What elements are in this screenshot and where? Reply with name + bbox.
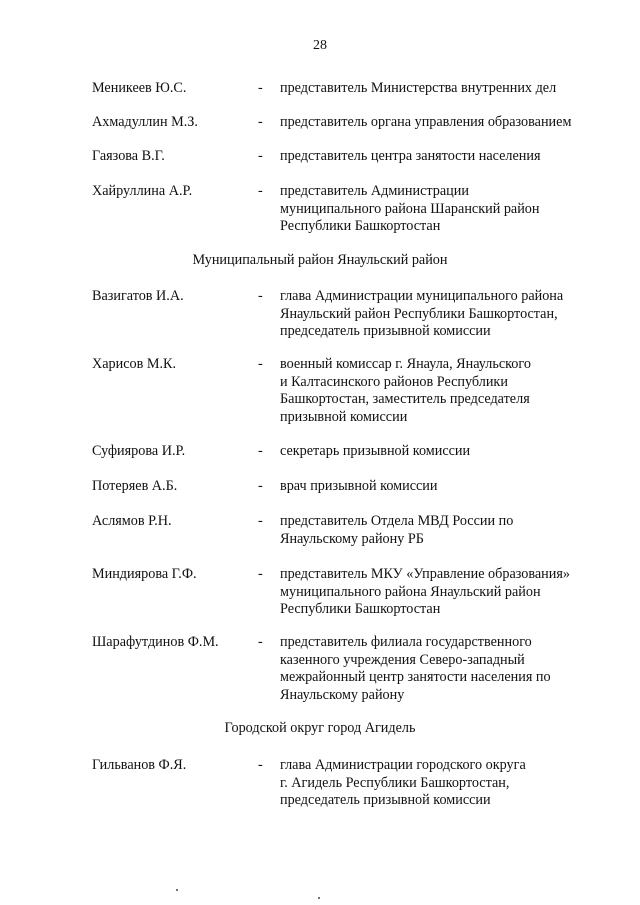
separator-dash: -: [258, 148, 263, 164]
separator-dash: -: [258, 443, 263, 459]
member-role: глава Администрации городского округа г. Агидель Республики Башкортостан, председатель призывной комиссии: [280, 757, 526, 808]
member-name: Суфиярова И.Р.: [92, 443, 186, 459]
member-role: врач призывной комиссии: [280, 478, 438, 494]
member-role: представитель МКУ «Управление образования» муниципального района Янаульский район Республики Башкортостан: [280, 566, 570, 617]
member-name: Хайруллина А.Р.: [92, 183, 193, 199]
separator-dash: -: [258, 114, 263, 130]
separator-dash: -: [258, 183, 263, 199]
member-name: Шарафутдинов Ф.М.: [92, 634, 219, 650]
separator-dash: -: [258, 356, 263, 372]
member-name: Меникеев Ю.С.: [92, 80, 187, 96]
scan-speck: [318, 897, 320, 899]
page-number: 28: [313, 38, 327, 53]
member-role: представитель Министерства внутренних дел: [280, 80, 557, 96]
member-name: Гаязова В.Г.: [92, 148, 165, 164]
member-name: Миндиярова Г.Ф.: [92, 566, 197, 582]
separator-dash: -: [258, 634, 263, 650]
member-role: представитель центра занятости населения: [280, 148, 541, 164]
section-heading: Муниципальный район Янаульский район: [192, 252, 448, 268]
member-role: военный комиссар г. Янаула, Янаульского и Калтасинского районов Республики Башкортостан, заместитель председателя призывной комиссии: [280, 356, 531, 425]
member-name: Аслямов Р.Н.: [92, 513, 172, 529]
separator-dash: -: [258, 80, 263, 96]
member-role: представитель Отдела МВД России по Янаульскому району РБ: [280, 513, 514, 547]
member-role: представитель филиала государственного казенного учреждения Северо-западный межрайонный центр занятости населения по Янаульскому району: [280, 634, 551, 703]
separator-dash: -: [258, 478, 263, 494]
member-role: глава Администрации муниципального района Янаульский район Республики Башкортостан, председатель призывной комиссии: [280, 288, 564, 339]
member-name: Потеряев А.Б.: [92, 478, 178, 494]
separator-dash: -: [258, 288, 263, 304]
section-heading: Городской округ город Агидель: [224, 720, 416, 736]
member-role: секретарь призывной комиссии: [280, 443, 471, 459]
member-name: Ахмадуллин М.З.: [92, 114, 198, 130]
scan-speck: [176, 889, 178, 891]
separator-dash: -: [258, 566, 263, 582]
member-name: Вазигатов И.А.: [92, 288, 184, 304]
separator-dash: -: [258, 757, 263, 773]
member-name: Харисов М.К.: [92, 356, 177, 372]
separator-dash: -: [258, 513, 263, 529]
member-role: представитель Администрации муниципального района Шаранский район Республики Башкортостан: [280, 183, 540, 234]
member-role: представитель органа управления образованием: [280, 114, 572, 130]
member-name: Гильванов Ф.Я.: [92, 757, 187, 773]
